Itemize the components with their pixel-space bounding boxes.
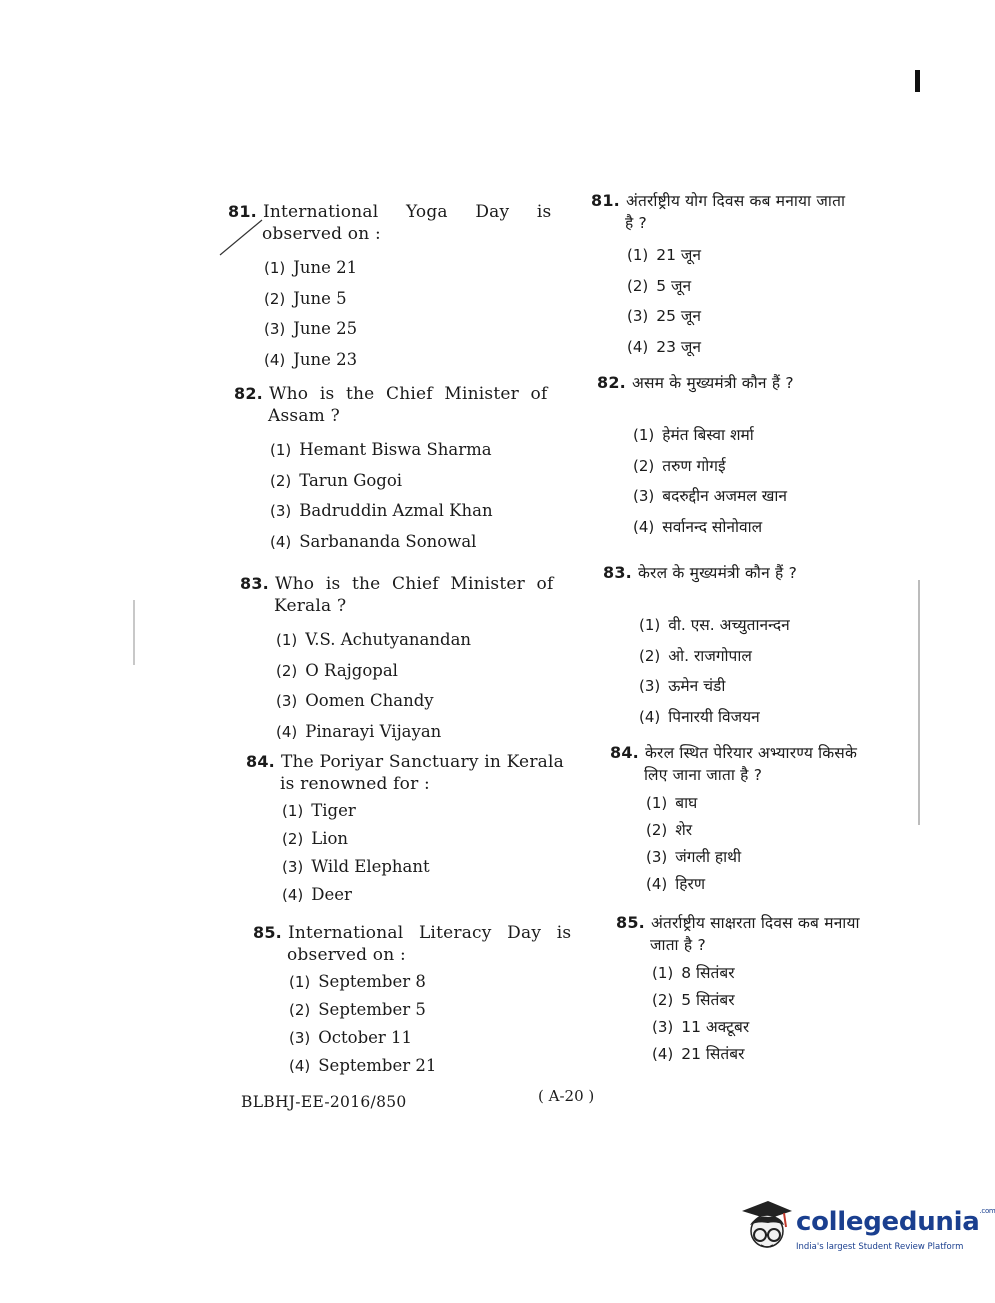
question-number: 81. (228, 202, 257, 221)
question-number: 82. (234, 384, 263, 403)
paper-code: BLBHJ-EE-2016/850 (241, 1093, 407, 1111)
option: (3) October 11 (289, 1028, 413, 1047)
option: (2) तरुण गोगई (633, 456, 726, 475)
question-number: 81. (591, 191, 620, 210)
question-84-en (246, 751, 581, 909)
option: (3) June 25 (264, 319, 358, 338)
question-text: असम के मुख्यमंत्री कौन हैं ? (631, 374, 794, 392)
option: (2) Lion (282, 829, 349, 848)
option: (3) बदरुद्दीन अजमल खान (633, 487, 787, 505)
option: (1) 8 सितंबर (652, 964, 735, 982)
question-text: International Yoga Day is (262, 202, 552, 222)
collegedunia-logo (738, 1197, 995, 1257)
question-text-cont: observed on : (262, 224, 381, 244)
question-81-hi (591, 190, 911, 362)
scan-artifact-left (133, 600, 135, 665)
option: (3) Badruddin Azmal Khan (270, 501, 493, 520)
option: (2) 5 सितंबर (652, 991, 735, 1009)
question-number: 84. (246, 752, 275, 771)
option: (1) 21 जून (627, 246, 702, 264)
question-text-cont: Kerala ? (274, 596, 347, 616)
option: (1) V.S. Achutyanandan (276, 630, 472, 649)
option: (3) ऊमेन चंडी (639, 677, 726, 695)
option: (1) June 21 (264, 258, 358, 277)
question-number: 83. (603, 563, 632, 582)
question-text-cont: is renowned for : (280, 774, 430, 794)
question-number: 85. (616, 913, 645, 932)
question-number: 82. (597, 373, 626, 392)
option: (3) 11 अक्टूबर (652, 1018, 750, 1036)
question-text-cont: Assam ? (268, 406, 340, 426)
question-text: केरल स्थित पेरियार अभ्यारण्य किसके (644, 744, 858, 762)
logo-wordmark: collegedunia (796, 1207, 980, 1237)
option: (2) June 5 (264, 288, 347, 308)
question-text-cont: जाता है ? (650, 936, 706, 954)
question-text: Who is the Chief Minister of (268, 384, 548, 404)
question-number: 84. (610, 743, 639, 762)
option: (1) वी. एस. अच्युतानन्दन (639, 616, 790, 634)
option: (2) O Rajgopal (276, 660, 398, 680)
option: (4) Sarbananda Sonowal (270, 531, 477, 551)
logo-suffix: .com (979, 1207, 995, 1215)
option: (4) Deer (282, 885, 352, 904)
option: (4) सर्वानन्द सोनोवाल (633, 517, 763, 536)
option: (3) Oomen Chandy (276, 691, 434, 710)
question-text: अंतर्राष्ट्रीय योग दिवस कब मनाया जाता (625, 192, 846, 210)
page-corner-mark (915, 70, 920, 92)
question-number: 83. (240, 574, 269, 593)
question-82-en (234, 383, 569, 557)
option: (1) September 8 (289, 972, 426, 991)
option: (2) September 5 (289, 1000, 426, 1019)
option: (2) ओ. राजगोपाल (639, 646, 752, 665)
question-text: The Poriyar Sanctuary in Kerala (280, 752, 564, 772)
option: (1) Hemant Biswa Sharma (270, 440, 492, 459)
option: (2) शेर (646, 821, 693, 839)
question-number: 85. (253, 923, 282, 942)
option: (3) जंगली हाथी (646, 848, 742, 866)
option: (3) 25 जून (627, 307, 702, 325)
question-text-cont: लिए जाना जाता है ? (644, 766, 763, 784)
question-text: केरल के मुख्यमंत्री कौन हैं ? (637, 564, 797, 582)
page-number: ( A-20 ) (538, 1087, 595, 1105)
option: (4) June 23 (264, 349, 358, 369)
question-83-hi (603, 562, 923, 732)
question-text: अंतर्राष्ट्रीय साक्षरता दिवस कब मनाया (650, 914, 860, 932)
option: (4) पिनारयी विजयन (639, 707, 760, 726)
option: (1) Tiger (282, 801, 356, 820)
option: (2) Tarun Gogoi (270, 470, 403, 490)
question-83-en (240, 573, 575, 747)
option: (4) September 21 (289, 1056, 437, 1075)
logo-tagline: India's largest Student Review Platform (796, 1242, 964, 1252)
question-text: Who is the Chief Minister of (274, 574, 554, 594)
question-85-en (253, 922, 588, 1080)
question-text-cont: है ? (625, 214, 647, 232)
option: (4) Pinarayi Vijayan (276, 721, 442, 741)
option: (2) 5 जून (627, 276, 692, 295)
question-84-hi (610, 742, 920, 898)
option: (4) 23 जून (627, 337, 702, 356)
question-text: International Literacy Day is (287, 923, 572, 943)
question-text-cont: observed on : (287, 945, 406, 965)
option: (1) हेमंत बिस्वा शर्मा (633, 426, 754, 444)
option: (4) 21 सितंबर (652, 1045, 745, 1063)
option: (3) Wild Elephant (282, 857, 430, 876)
question-81-en (228, 201, 563, 375)
question-82-hi (597, 372, 917, 542)
mascot-icon (738, 1197, 794, 1255)
question-85-hi (616, 912, 921, 1068)
option: (4) हिरण (646, 875, 706, 893)
option: (1) बाघ (646, 794, 698, 812)
